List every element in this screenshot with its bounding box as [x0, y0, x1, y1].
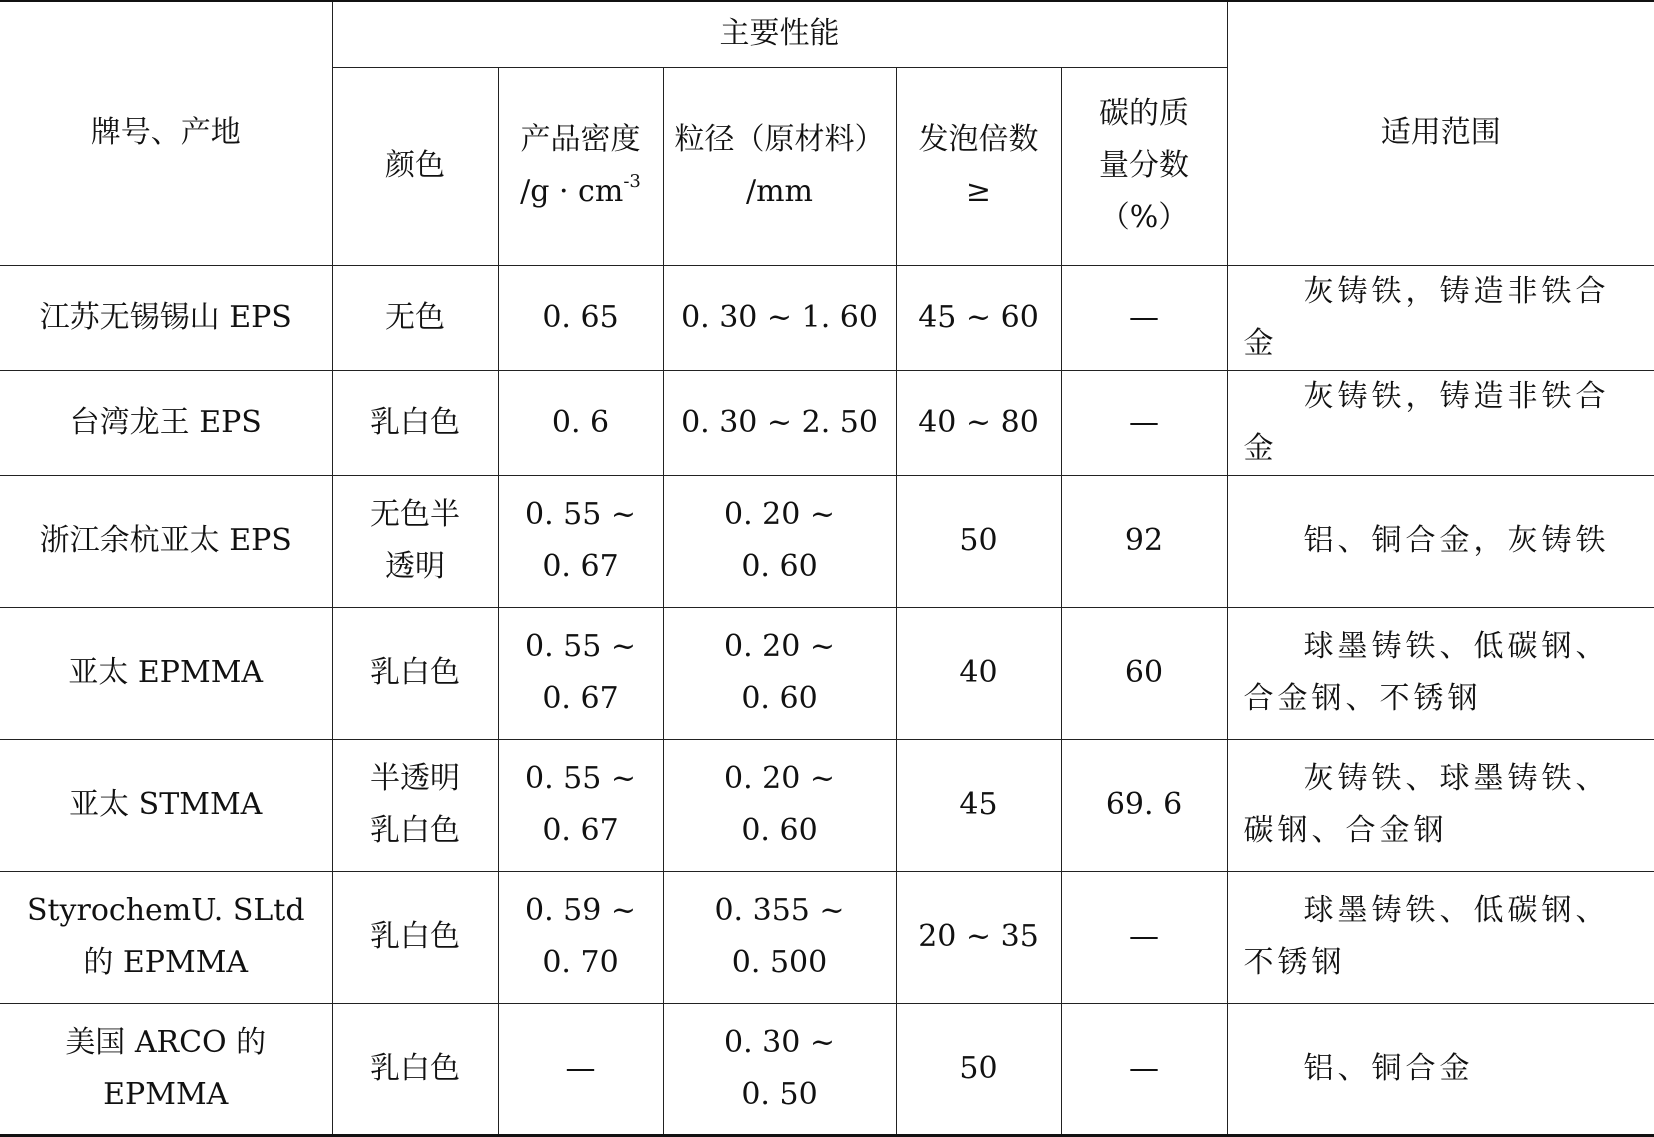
cell-density: 0. 6 — [498, 370, 663, 475]
cell-foam: 40 ~ 80 — [896, 370, 1061, 475]
cell-carbon: 69. 6 — [1061, 739, 1227, 871]
header-color: 颜色 — [332, 67, 498, 265]
table-row — [0, 607, 1654, 739]
cell-usage — [1227, 1003, 1654, 1135]
cell-usage — [1227, 739, 1654, 871]
cell-brand: 亚太 STMMA — [0, 739, 332, 871]
header-density — [498, 67, 663, 265]
cell-usage — [1227, 475, 1654, 607]
header-main-performance: 主要性能 — [332, 1, 1227, 67]
cell-carbon: — — [1061, 1003, 1227, 1135]
cell-color: 无色半 透明 — [332, 475, 498, 607]
header-density-unit: /g · cm — [520, 174, 624, 209]
cell-foam: 50 — [896, 1003, 1061, 1135]
cell-usage — [1227, 370, 1654, 475]
header-density-line1: 产品密度 — [520, 122, 641, 157]
cell-density: 0. 59 ~ 0. 70 — [498, 871, 663, 1003]
cell-density: — — [498, 1003, 663, 1135]
table-row — [0, 370, 1654, 475]
cell-carbon: — — [1061, 370, 1227, 475]
cell-particle: 0. 30 ~ 2. 50 — [663, 370, 896, 475]
header-particle-unit: /mm — [745, 174, 813, 209]
cell-usage-text: 球墨铸铁、低碳钢、合金钢、不锈钢 — [1243, 629, 1610, 716]
cell-particle: 0. 30 ~ 1. 60 — [663, 265, 896, 370]
header-particle-line1: 粒径（原材料） — [674, 122, 885, 157]
cell-foam: 45 — [896, 739, 1061, 871]
cell-usage-text: 铝、铜合金 — [1303, 1050, 1474, 1086]
cell-particle: 0. 20 ~ 0. 60 — [663, 607, 896, 739]
cell-foam: 20 ~ 35 — [896, 871, 1061, 1003]
cell-density: 0. 55 ~ 0. 67 — [498, 607, 663, 739]
header-brand-origin: 牌号、产地 — [0, 1, 332, 265]
table-row — [0, 871, 1654, 1003]
table-row — [0, 265, 1654, 370]
header-carbon-line3: （%） — [1099, 200, 1189, 235]
cell-density: 0. 65 — [498, 265, 663, 370]
cell-carbon: — — [1061, 265, 1227, 370]
table-row — [0, 1003, 1654, 1135]
cell-density: 0. 55 ~ 0. 67 — [498, 475, 663, 607]
header-carbon-fraction — [1061, 67, 1227, 265]
cell-color: 半透明 乳白色 — [332, 739, 498, 871]
cell-color: 乳白色 — [332, 1003, 498, 1135]
cell-usage-text: 铝、铜合金，灰铸铁 — [1303, 523, 1610, 558]
cell-usage — [1227, 265, 1654, 370]
table-row — [0, 475, 1654, 607]
cell-brand: 美国 ARCO 的 EPMMA — [0, 1003, 332, 1135]
header-particle-size — [663, 67, 896, 265]
header-foam-line2: ≥ — [965, 174, 992, 209]
cell-foam: 45 ~ 60 — [896, 265, 1061, 370]
cell-brand: 江苏无锡锡山 EPS — [0, 265, 332, 370]
header-density-exponent: -3 — [623, 171, 641, 192]
cell-foam: 50 — [896, 475, 1061, 607]
cell-particle: 0. 355 ~ 0. 500 — [663, 871, 896, 1003]
cell-brand: 亚太 EPMMA — [0, 607, 332, 739]
header-usage-scope: 适用范围 — [1227, 1, 1654, 265]
cell-usage-text: 灰铸铁，铸造非铁合金 — [1243, 378, 1610, 466]
header-foam-line1: 发泡倍数 — [918, 122, 1039, 157]
cell-particle: 0. 30 ~ 0. 50 — [663, 1003, 896, 1135]
cell-usage-text: 灰铸铁、球墨铸铁、碳钢、合金钢 — [1243, 761, 1610, 848]
cell-usage-text: 灰铸铁，铸造非铁合金 — [1243, 273, 1610, 361]
header-carbon-line1: 碳的质 — [1099, 96, 1189, 131]
header-foaming-ratio — [896, 67, 1061, 265]
cell-particle: 0. 20 ~ 0. 60 — [663, 475, 896, 607]
cell-brand: 浙江余杭亚太 EPS — [0, 475, 332, 607]
cell-carbon: 60 — [1061, 607, 1227, 739]
cell-color: 无色 — [332, 265, 498, 370]
cell-color: 乳白色 — [332, 370, 498, 475]
cell-usage — [1227, 871, 1654, 1003]
cell-density: 0. 55 ~ 0. 67 — [498, 739, 663, 871]
header-carbon-line2: 量分数 — [1099, 148, 1189, 183]
cell-brand: StyrochemU. SLtd 的 EPMMA — [0, 871, 332, 1003]
cell-color: 乳白色 — [332, 871, 498, 1003]
cell-brand: 台湾龙王 EPS — [0, 370, 332, 475]
cell-particle: 0. 20 ~ 0. 60 — [663, 739, 896, 871]
cell-carbon: — — [1061, 871, 1227, 1003]
cell-foam: 40 — [896, 607, 1061, 739]
cell-usage — [1227, 607, 1654, 739]
table-row — [0, 739, 1654, 871]
cell-carbon: 92 — [1061, 475, 1227, 607]
cell-usage-text: 球墨铸铁、低碳钢、不锈钢 — [1243, 893, 1610, 980]
cell-color: 乳白色 — [332, 607, 498, 739]
